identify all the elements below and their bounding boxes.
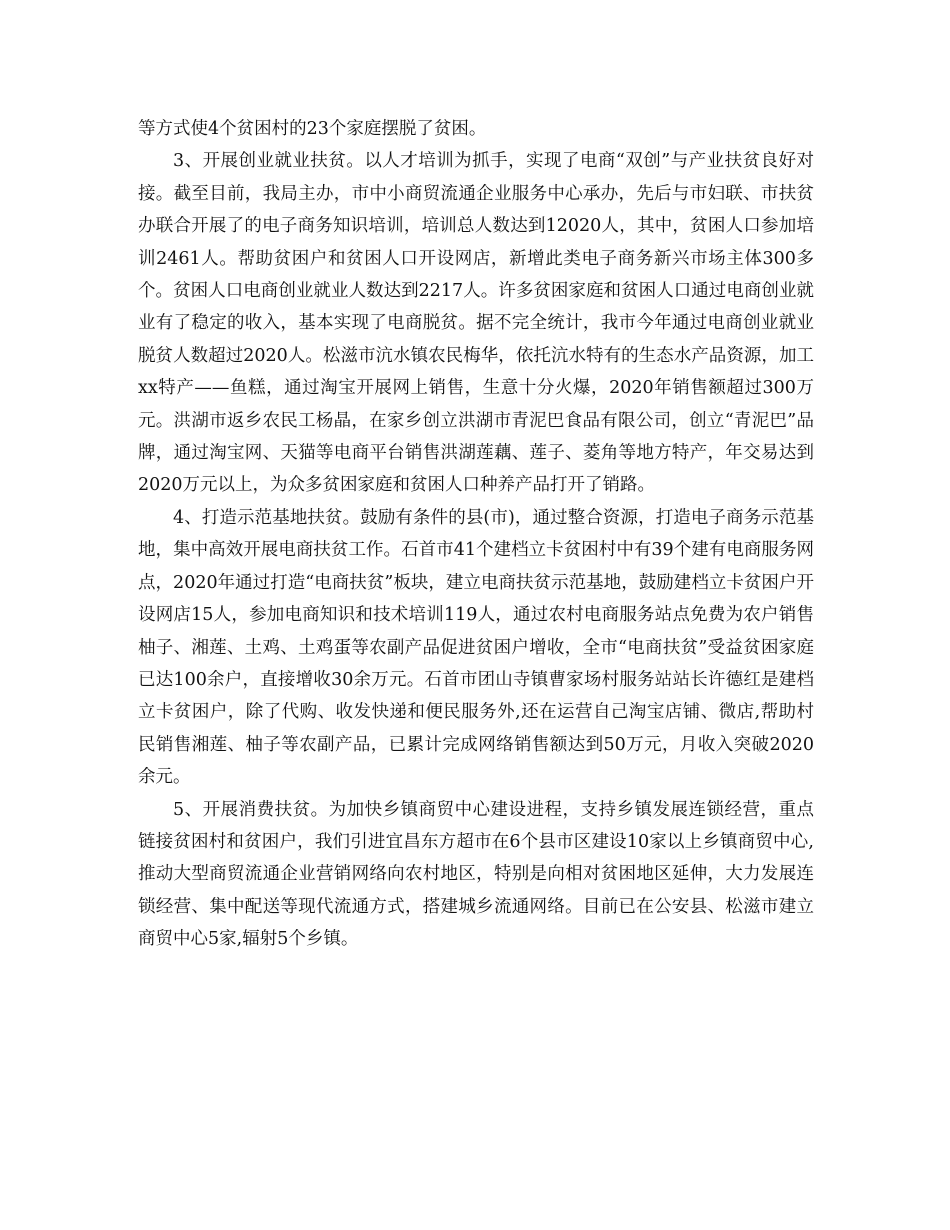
paragraph-entrepreneurship-poverty-alleviation: 3、开展创业就业扶贫。以人才培训为抓手，实现了电商“双创”与产业扶贫良好对接。截至目前，我局主办，市中小商贸流通企业服务中心承办，先后与市妇联、市扶贫办联合开展了的电子商务知识培训，培训总人数达到12020人，其中，贫困人口参加培训2461人。帮助贫困户和贫困人口开设网店，新增此类电子商务新兴市场主体300多个。贫困人口电商创业就业人数达到2217人。许多贫困家庭和贫困人口通过电商创业就业有了稳定的收入，基本实现了电商脱贫。据不完全统计，我市今年通过电商创业就业脱贫人数超过2020人。松滋市沆水镇农民梅华，依托沆水特有的生态水产品资源，加工xx特产——鱼糕，通过淘宝开展网上销售，生意十分火爆，2020年销售额超过300万元。洪湖市返乡农民工杨晶，在家乡创立洪湖市青泥巴食品有限公司，创立“青泥巴”品牌，通过淘宝网、天猫等电商平台销售洪湖莲藕、莲子、菱角等地方特产，年交易达到2020万元以上，为众多贫困家庭和贫困人口种养产品打开了销路。 [138,151,814,496]
paragraph-consumption-poverty-alleviation: 5、开展消费扶贫。为加快乡镇商贸中心建设进程，支持乡镇发展连锁经营，重点链接贫困村和贫困户，我们引进宜昌东方超市在6个县市区建设10家以上乡镇商贸中心,推动大型商贸流通企业营销网络向农村地区，特别是向相对贫困地区延伸，大力发展连锁经营、集中配送等现代流通方式，搭建城乡流通网络。目前已在公安县、松滋市建立商贸中心5家,辐射5个乡镇。 [138,799,814,950]
paragraph-continuation: 等方式使4个贫困村的23个家庭摆脱了贫困。 [138,119,487,139]
paragraph-demonstration-base: 4、打造示范基地扶贫。鼓励有条件的县(市)，通过整合资源，打造电子商务示范基地，集中高效开展电商扶贫工作。石首市41个建档立卡贫困村中有39个建有电商服务网点，2020年通过打造“电商扶贫”板块，建立电商扶贫示范基地，鼓励建档立卡贫困户开设网店15人，参加电商知识和技术培训119人，通过农村电商服务站点免费为农户销售柚子、湘莲、土鸡、土鸡蛋等农副产品促进贫困户增收，全市“电商扶贫”受益贫困家庭已达100余户，直接增收30余万元。石首市团山寺镇曹家场村服务站站长许德红是建档立卡贫困户，除了代购、收发快递和便民服务外,还在运营自己淘宝店铺、微店,帮助村民销售湘莲、柚子等农副产品，已累计完成网络销售额达到50万元，月收入突破2020余元。 [138,507,814,788]
document-body [138,113,814,956]
